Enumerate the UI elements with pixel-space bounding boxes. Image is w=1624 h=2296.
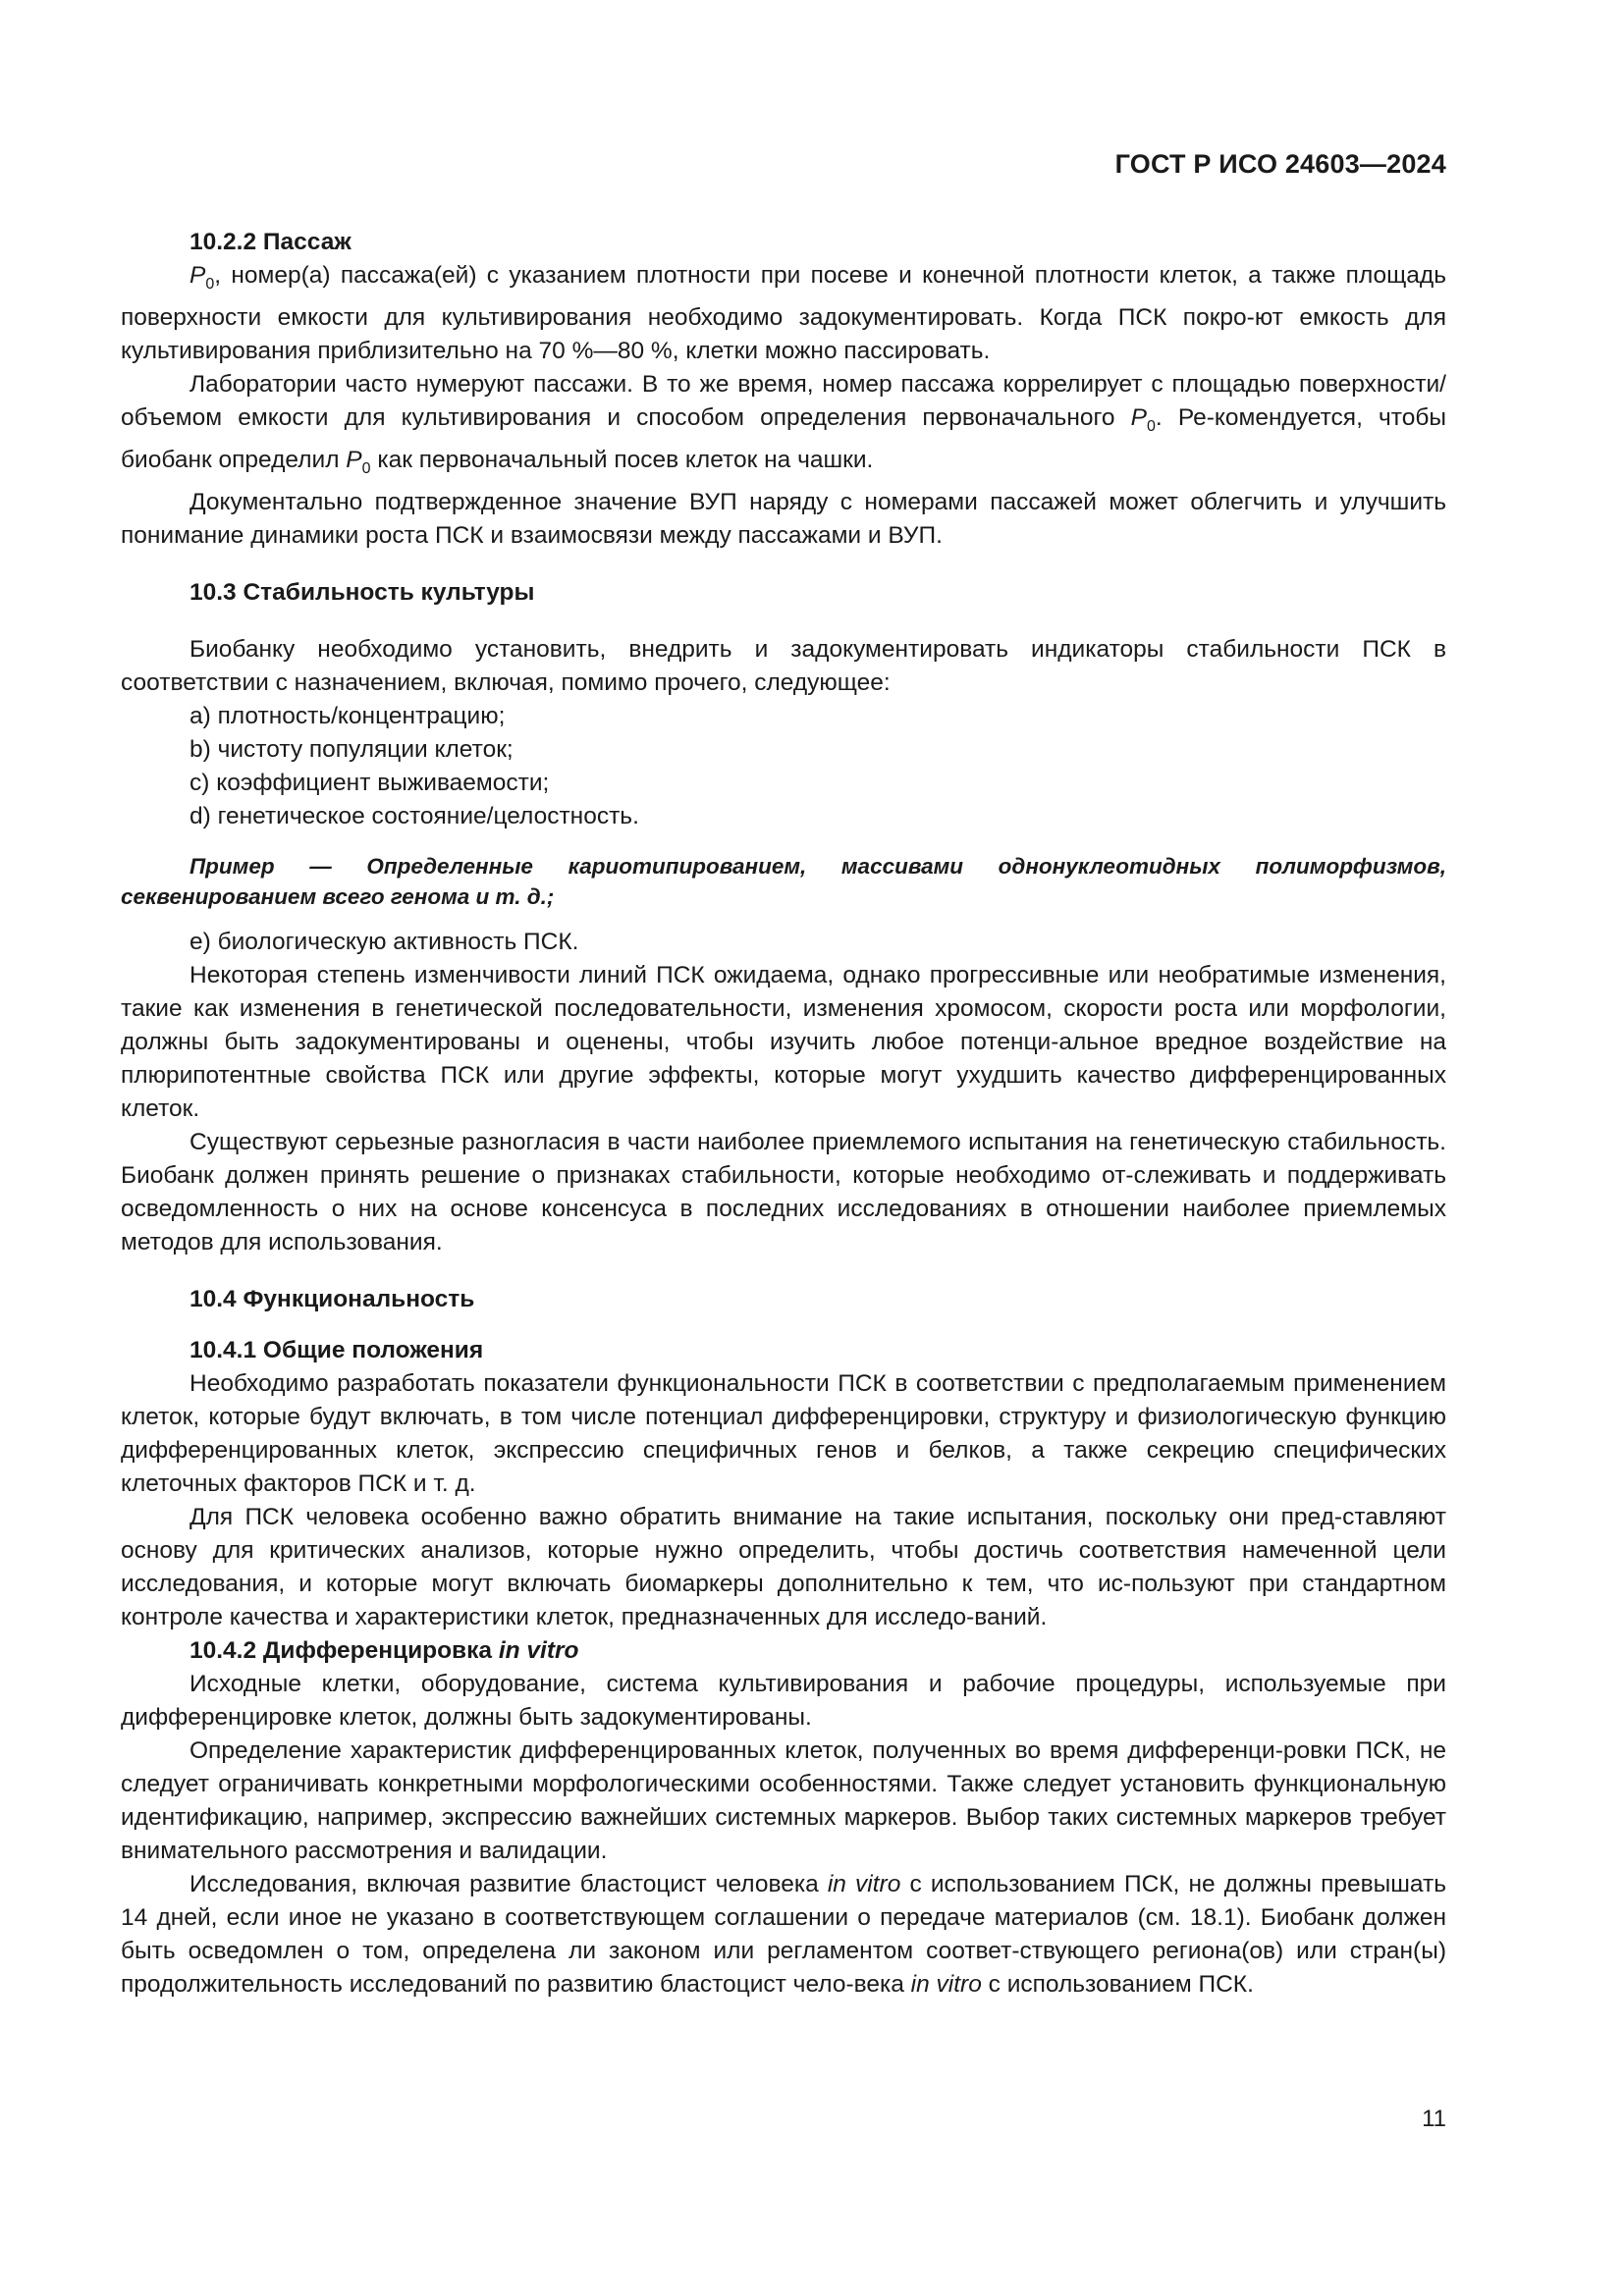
- list-item-c: c) коэффициент выживаемости;: [189, 769, 550, 796]
- paragraph-differentiation-3: Исследования, включая развитие бластоцист человека in vitro с использованием ПСК, не должны превышать 14 дней, если иное не указано в соответствующем соглашении о передаче материалов (см. 18.1). Биобанк должен быть осведомлен о том, определена ли законом или регламентом соответ-ствующего региона(ов) или стран(ы) продолжительность исследований по развитию бластоцист чело-века in vitro с использованием ПСК.: [121, 1870, 1446, 1998]
- paragraph-passage-3: Документально подтвержденное значение ВУП наряду с номерами пассажей может облегчить и улучшить понимание динамики роста ПСК и взаимосвязи между пассажами и ВУП.: [121, 488, 1446, 549]
- p0-symbol: $P_0$: [346, 446, 371, 477]
- paragraph-passage-2: Лаборатории часто нумеруют пассажи. В то же время, номер пассажа коррелирует с площадью поверхности/объемом емкости для культивирования и способом определения первоначального $P_0$. Ре-комендуется, чтобы биобанк определил $P_0$ как первоначальный посев клеток на чашки.: [121, 370, 1447, 477]
- document-body: [121, 226, 1446, 2002]
- list-item-e: e) биологическую активность ПСК.: [189, 928, 579, 955]
- section-heading-10-2-2: 10.2.2 Пассаж: [189, 229, 352, 255]
- page-number: 11: [1422, 2106, 1446, 2132]
- paragraph-stability-1: Некоторая степень изменчивости линий ПСК ожидаема, однако прогрессивные или необратимые изменения, такие как изменения в генетической последовательности, изменения хромосом, скорости роста или морфологии, должны быть задокументированы и оценены, чтобы изучить любое потенци-альное вредное воздействие на плюрипотентные свойства ПСК или другие эффекты, которые могут ухудшить качество дифференцированных клеток.: [121, 961, 1446, 1122]
- list-item-b: b) чистоту популяции клеток;: [189, 735, 514, 763]
- paragraph-differentiation-1: Исходные клетки, оборудование, система культивирования и рабочие процедуры, используемые при дифференцировке клеток, должны быть задокументированы.: [121, 1670, 1446, 1731]
- section-heading-10-4-1: 10.4.1 Общие положения: [189, 1336, 484, 1363]
- p0-symbol: $P_0$: [1130, 403, 1156, 435]
- paragraph-functionality-2: Для ПСК человека особенно важно обратить внимание на такие испытания, поскольку они пред-ставляют основу для критических анализов, которые нужно определить, чтобы достичь соответствия намеченной цели исследования, и которые могут включать биомаркеры дополнительно к тем, что ис-пользуют при стандартном контроле качества и характеристики клеток, предназначенных для исследо-ваний.: [121, 1503, 1446, 1630]
- paragraph-stability-2: Существуют серьезные разногласия в части наиболее приемлемого испытания на генетическую стабильность. Биобанк должен принять решение о признаках стабильности, которые необходимо от-слеживать и поддерживать осведомленность о них на основе консенсуса в последних исследованиях в отношении наиболее приемлемых методов для использования.: [121, 1128, 1446, 1255]
- section-heading-10-4-2: 10.4.2 Дифференцировка in vitro: [189, 1636, 579, 1664]
- section-heading-10-4: 10.4 Функциональность: [189, 1285, 475, 1312]
- document-page: [121, 0, 1446, 2296]
- paragraph-passage-1: $P_0$, номер(а) пассажа(ей) с указанием плотности при посеве и конечной плотности клеток, а также площадь поверхности емкости для культивирования необходимо задокументировать. Когда ПСК покро-ют емкость для культивирования приблизительно на 70 %—80 %, клетки можно пассировать.: [121, 262, 1446, 364]
- paragraph-functionality-1: Необходимо разработать показатели функциональности ПСК в соответствии с предполагаемым применением клеток, которые будут включать, в том числе потенциал дифференцировки, структуру и физиологическую функцию дифференцированных клеток, экспрессию специфичных генов и белков, а также секрецию специфических клеточных факторов ПСК и т. д.: [121, 1369, 1446, 1497]
- paragraph-differentiation-2: Определение характеристик дифференцированных клеток, полученных во время дифференци-ровки ПСК, не следует ограничивать конкретными морфологическими особенностями. Также следует установить функциональную идентификацию, например, экспрессию важнейших системных маркеров. Выбор таких системных маркеров требует внимательного рассмотрения и валидации.: [121, 1736, 1446, 1864]
- document-id-header: ГОСТ Р ИСО 24603—2024: [1114, 149, 1446, 179]
- section-heading-10-3: 10.3 Стабильность культуры: [189, 578, 535, 606]
- paragraph-stability-intro: Биобанку необходимо установить, внедрить и задокументировать индикаторы стабильности ПСК в соответствии с назначением, включая, помимо прочего, следующее:: [121, 635, 1446, 696]
- list-item-a: a) плотность/концентрацию;: [189, 702, 506, 729]
- list-item-d: d) генетическое состояние/целостность.: [189, 802, 639, 829]
- example-note: Пример — Определенные кариотипированием, массивами однонуклеотидных полиморфизмов, секвенированием всего генома и т. д.;: [121, 853, 1446, 909]
- p0-symbol: $P_0$: [189, 262, 215, 293]
